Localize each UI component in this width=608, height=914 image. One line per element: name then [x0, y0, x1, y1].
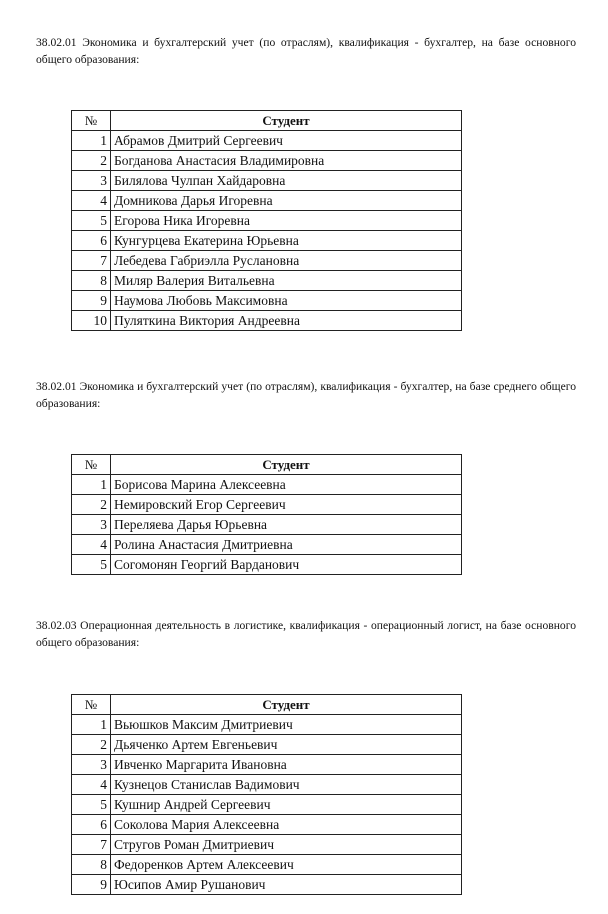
table-row — [72, 171, 462, 191]
student-name: Миляр Валерия Витальевна — [111, 271, 462, 291]
table-row — [72, 555, 462, 575]
table-row — [72, 131, 462, 151]
row-number: 1 — [72, 475, 111, 495]
column-header-number: № — [72, 455, 111, 475]
student-name: Наумова Любовь Максимовна — [111, 291, 462, 311]
row-number: 2 — [72, 735, 111, 755]
student-name: Вьюшков Максим Дмитриевич — [111, 715, 462, 735]
table-row — [72, 495, 462, 515]
table-row — [72, 835, 462, 855]
table-row — [72, 795, 462, 815]
student-name: Кушнир Андрей Сергеевич — [111, 795, 462, 815]
student-name: Билялова Чулпан Хайдаровна — [111, 171, 462, 191]
row-number: 2 — [72, 151, 111, 171]
student-name: Переляева Дарья Юрьевна — [111, 515, 462, 535]
row-number: 5 — [72, 795, 111, 815]
table-row — [72, 211, 462, 231]
column-header-student: Студент — [111, 695, 462, 715]
table-row — [72, 735, 462, 755]
section-2-table — [71, 454, 462, 575]
table-row — [72, 875, 462, 895]
student-name: Кунгурцева Екатерина Юрьевна — [111, 231, 462, 251]
row-number: 6 — [72, 815, 111, 835]
table-row — [72, 191, 462, 211]
row-number: 9 — [72, 875, 111, 895]
section-2-rows — [72, 475, 462, 575]
student-name: Богданова Анастасия Владимировна — [111, 151, 462, 171]
student-name: Немировский Егор Сергеевич — [111, 495, 462, 515]
row-number: 3 — [72, 515, 111, 535]
row-number: 8 — [72, 271, 111, 291]
student-name: Федоренков Артем Алексеевич — [111, 855, 462, 875]
row-number: 2 — [72, 495, 111, 515]
student-name: Лебедева Габриэлла Руслановна — [111, 251, 462, 271]
table-row — [72, 715, 462, 735]
section-1-table — [71, 110, 462, 331]
row-number: 4 — [72, 535, 111, 555]
table-row — [72, 291, 462, 311]
table-header-row — [72, 695, 462, 715]
column-header-student: Студент — [111, 455, 462, 475]
row-number: 1 — [72, 715, 111, 735]
student-name: Ролина Анастасия Дмитриевна — [111, 535, 462, 555]
table-header-row — [72, 111, 462, 131]
row-number: 10 — [72, 311, 111, 331]
table-header-row — [72, 455, 462, 475]
table-row — [72, 755, 462, 775]
row-number: 7 — [72, 251, 111, 271]
student-name: Юсипов Амир Рушанович — [111, 875, 462, 895]
student-name: Домникова Дарья Игоревна — [111, 191, 462, 211]
table-row — [72, 151, 462, 171]
student-name: Борисова Марина Алексеевна — [111, 475, 462, 495]
table-row — [72, 515, 462, 535]
section-2-heading: 38.02.01 Экономика и бухгалтерский учет (по отраслям), квалификация - бухгалтер, на базе среднего общего образования: — [36, 380, 576, 410]
row-number: 9 — [72, 291, 111, 311]
student-name: Согомонян Георгий Варданович — [111, 555, 462, 575]
row-number: 5 — [72, 211, 111, 231]
table-row — [72, 535, 462, 555]
section-3-heading: 38.02.03 Операционная деятельность в логистике, квалификация - операционный логист, на базе основного общего образования: — [36, 619, 576, 649]
student-name: Ивченко Маргарита Ивановна — [111, 755, 462, 775]
column-header-student: Студент — [111, 111, 462, 131]
student-name: Соколова Мария Алексеевна — [111, 815, 462, 835]
table-row — [72, 855, 462, 875]
table-row — [72, 815, 462, 835]
column-header-number: № — [72, 695, 111, 715]
student-name: Стругов Роман Дмитриевич — [111, 835, 462, 855]
row-number: 3 — [72, 171, 111, 191]
section-3-rows — [72, 715, 462, 895]
row-number: 8 — [72, 855, 111, 875]
section-1-heading: 38.02.01 Экономика и бухгалтерский учет (по отраслям), квалификация - бухгалтер, на базе основного общего образования: — [36, 36, 576, 66]
student-name: Абрамов Дмитрий Сергеевич — [111, 131, 462, 151]
row-number: 5 — [72, 555, 111, 575]
student-name: Пуляткина Виктория Андреевна — [111, 311, 462, 331]
section-1-rows — [72, 131, 462, 331]
student-name: Кузнецов Станислав Вадимович — [111, 775, 462, 795]
row-number: 1 — [72, 131, 111, 151]
section-3-table — [71, 694, 462, 895]
row-number: 7 — [72, 835, 111, 855]
student-name: Дьяченко Артем Евгеньевич — [111, 735, 462, 755]
row-number: 4 — [72, 775, 111, 795]
table-row — [72, 775, 462, 795]
column-header-number: № — [72, 111, 111, 131]
table-row — [72, 311, 462, 331]
table-row — [72, 231, 462, 251]
row-number: 4 — [72, 191, 111, 211]
table-row — [72, 251, 462, 271]
student-name: Егорова Ника Игоревна — [111, 211, 462, 231]
row-number: 3 — [72, 755, 111, 775]
table-row — [72, 475, 462, 495]
row-number: 6 — [72, 231, 111, 251]
table-row — [72, 271, 462, 291]
